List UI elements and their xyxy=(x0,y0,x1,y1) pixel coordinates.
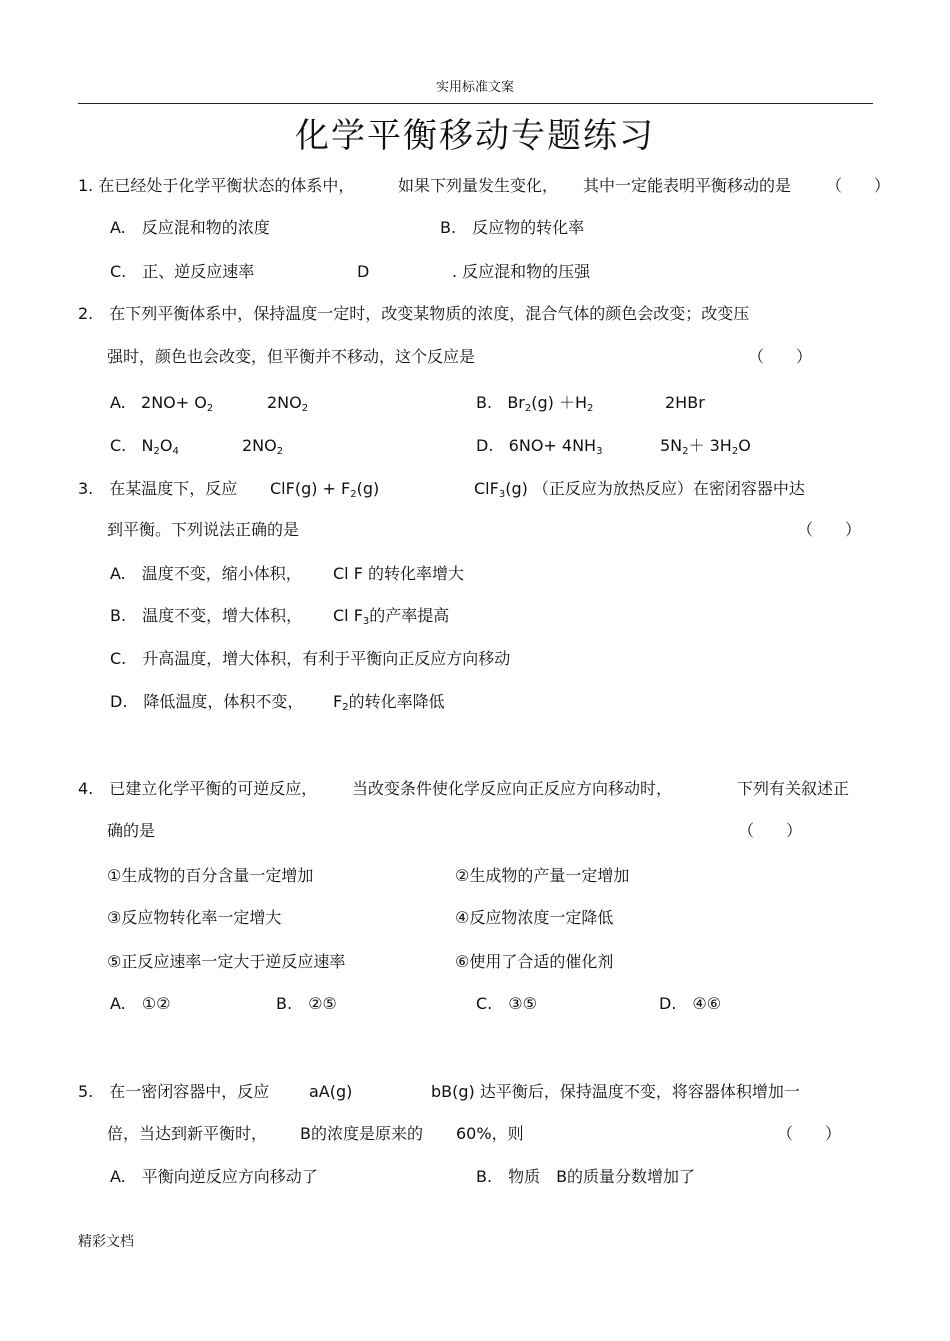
q2-c-products: 2NO xyxy=(242,436,277,455)
q5-stem-line2-c: 60%，则 xyxy=(456,1124,524,1143)
q2-a-label: A. xyxy=(110,393,126,412)
q2-c-label: C. xyxy=(110,436,127,455)
q4-option-b: B. ②⑤ xyxy=(276,994,337,1013)
q3-reactant-b: (g) xyxy=(356,479,380,498)
q4-stem-3: 下列有关叙述正 xyxy=(737,779,850,798)
q4-option-a: A. ①② xyxy=(110,994,171,1013)
q1-option-d-label: D xyxy=(357,262,370,281)
page-footer: 精彩文档 xyxy=(78,1234,134,1250)
q2-a-products-sub: 2 xyxy=(301,403,309,414)
q3-option-a-2: Cl F 的转化率增大 xyxy=(333,564,464,583)
q3-product: ClF xyxy=(474,479,499,498)
q1-option-d-text: . 反应混和物的压强 xyxy=(452,262,591,281)
q4-statement-2: ②生成物的产量一定增加 xyxy=(455,866,630,885)
q4-statement-4: ④反应物浓度一定降低 xyxy=(455,908,614,927)
q3-stem-product xyxy=(474,479,805,499)
q2-b-label: B. xyxy=(476,393,493,412)
q1-stem: 1. 在已经处于化学平衡状态的体系中， xyxy=(78,176,355,195)
q2-option-d xyxy=(476,436,602,456)
q4-stem-2: 当改变条件使化学反应向正反应方向移动时， xyxy=(352,779,673,798)
q5-stem-1: 5. 在一密闭容器中，反应 xyxy=(78,1082,270,1101)
q2-option-b xyxy=(476,393,593,413)
q5-stem-line2: 倍，当达到新平衡时， xyxy=(107,1124,268,1143)
q2-d-product1: 5N xyxy=(660,436,683,455)
q2-option-a xyxy=(110,393,213,413)
q2-d-product2-sub: 2 xyxy=(731,446,739,457)
q2-d-product1-sub: 2 xyxy=(682,446,689,457)
q2-c-reactant-sub: 2 xyxy=(153,446,160,457)
q1-option-c: C. 正、逆反应速率 xyxy=(110,262,255,281)
q5-answer-paren: （ ） xyxy=(777,1124,842,1143)
q2-a-reactants-sub: 2 xyxy=(206,403,214,414)
q2-a-reactants: 2NO+ O xyxy=(141,393,207,412)
q3-option-b-2 xyxy=(333,606,449,626)
q2-b-products: 2HBr xyxy=(665,393,705,412)
q4-answer-paren: （ ） xyxy=(738,821,803,840)
q3-stem-line2: 到平衡。下列说法正确的是 xyxy=(107,520,300,539)
q4-option-c: C. ③⑤ xyxy=(476,994,537,1013)
q1-option-b: B. 反应物的转化率 xyxy=(440,218,585,237)
q2-d-reactants: 6NO+ 4NH xyxy=(508,436,597,455)
q2-option-d-product xyxy=(660,436,751,456)
q2-d-reactants-sub: 3 xyxy=(596,446,603,457)
q3-product-sub: 3 xyxy=(498,489,506,500)
q4-option-d: D. ④⑥ xyxy=(659,994,722,1013)
q3-option-a: A. 温度不变，缩小体积， xyxy=(110,564,302,583)
q5-stem-2: bB(g) 达平衡后，保持温度不变，将容器体积增加一 xyxy=(431,1082,800,1101)
q4-stem-line2: 确的是 xyxy=(107,821,156,840)
q2-answer-paren: （ ） xyxy=(748,347,813,366)
q2-b-reactant1: Br xyxy=(507,393,525,412)
q3-d-species-sub: 2 xyxy=(342,702,349,713)
q3-stem-1: 3. 在某温度下，反应 xyxy=(78,479,238,498)
q4-statement-3: ③反应物转化率一定增大 xyxy=(107,908,282,927)
q2-d-label: D. xyxy=(476,436,494,455)
q2-c-reactant: N xyxy=(141,436,154,455)
q3-reactant-a: ClF(g) + F xyxy=(270,479,351,498)
q3-option-d: D. 降低温度，体积不变， xyxy=(110,692,304,711)
q2-c-reactant-2-sub: 4 xyxy=(172,446,179,457)
q2-a-products: 2NO xyxy=(267,393,302,412)
q3-stem-rest: (g) （正反应为放热反应）在密闭容器中达 xyxy=(505,479,805,498)
q2-b-reactant1-sub: 2 xyxy=(524,403,532,414)
q1-stem-3: 其中一定能表明平衡移动的是 xyxy=(583,176,792,195)
q2-c-reactant-2: O xyxy=(159,436,173,455)
q5-option-b: B. 物质 B的质量分数增加了 xyxy=(476,1167,696,1186)
q2-option-c xyxy=(110,436,179,456)
q3-option-c: C. 升高温度，增大体积，有利于平衡向正反应方向移动 xyxy=(110,649,511,668)
q1-answer-paren: （ ） xyxy=(826,176,891,195)
q3-answer-paren: （ ） xyxy=(797,520,862,539)
q3-option-d-2 xyxy=(333,692,445,712)
q3-b-species: Cl F xyxy=(333,606,363,625)
q2-stem-line1: 2. 在下列平衡体系中，保持温度一定时，改变某物质的浓度，混合气体的颜色会改变；改变压 xyxy=(78,304,750,323)
q3-stem-reactants xyxy=(270,479,379,499)
q4-stem-1: 4. 已建立化学平衡的可逆反应， xyxy=(78,779,318,798)
q2-d-product3: O xyxy=(738,436,751,455)
q5-reactant: aA(g) xyxy=(309,1082,353,1101)
q2-stem-line2: 强时，颜色也会改变，但平衡并不移动，这个反应是 xyxy=(107,347,476,366)
q3-reactant-a-sub: 2 xyxy=(350,489,357,500)
q4-statement-6: ⑥使用了合适的催化剂 xyxy=(455,952,614,971)
q1-stem-2: 如果下列量发生变化， xyxy=(398,176,559,195)
q2-b-reactant2: (g) ＋H xyxy=(531,393,588,412)
q3-b-species-sub: 3 xyxy=(362,616,370,627)
header-rule xyxy=(78,103,873,104)
q5-option-a: A. 平衡向逆反应方向移动了 xyxy=(110,1167,318,1186)
q4-statement-5: ⑤正反应速率一定大于逆反应速率 xyxy=(107,952,346,971)
page-title: 化学平衡移动专题练习 xyxy=(295,116,655,156)
q3-b-rest: 的产率提高 xyxy=(369,606,450,625)
q3-d-rest: 的转化率降低 xyxy=(348,692,445,711)
q2-b-reactant2-sub: 2 xyxy=(587,403,594,414)
q2-option-c-product xyxy=(242,436,283,456)
q3-d-species: F xyxy=(333,692,343,711)
page-header: 实用标准文案 xyxy=(435,80,514,95)
q5-stem-line2-b: B的浓度是原来的 xyxy=(300,1124,423,1143)
q2-d-product2: ＋ 3H xyxy=(688,436,732,455)
q3-option-b: B. 温度不变，增大体积， xyxy=(110,606,303,625)
q2-option-a-product xyxy=(267,393,308,413)
q2-c-products-sub: 2 xyxy=(276,446,284,457)
q4-statement-1: ①生成物的百分含量一定增加 xyxy=(107,866,314,885)
q1-option-a: A. 反应混和物的浓度 xyxy=(110,218,270,237)
